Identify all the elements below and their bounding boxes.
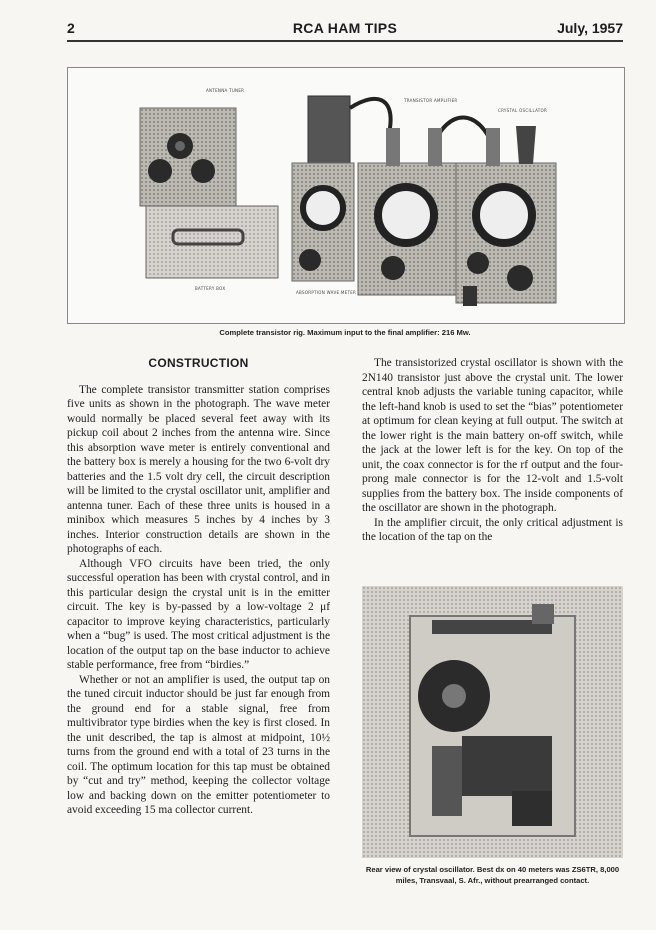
label-wave-meter: ABSORPTION WAVE METER xyxy=(296,290,357,295)
paragraph: Although VFO circuits have been tried, the only successful operation has been with crystal control, and in this particular design the crystal unit is in the emitter circuit. The key is by-passed by a low-voltage 2 μf capacitor to improve keying characteristics, particularly when a “bug” is used. The most critical adjustment is the location of the output tap on the base inductor to achieve stable performance, free from “birdies.” xyxy=(67,557,330,671)
section-heading: CONSTRUCTION xyxy=(148,356,249,370)
transistor-rig-photo xyxy=(67,67,625,324)
oscillator-rear-view-photo xyxy=(362,586,623,858)
publication-title: RCA HAM TIPS xyxy=(292,20,398,36)
antenna-tuner-unit xyxy=(140,108,236,206)
battery-box-unit xyxy=(146,206,278,278)
left-column xyxy=(67,356,330,818)
paragraph: The transistorized crystal oscillator is shown with the 2N140 transistor just above the crystal unit. The lower central knob adjusts the variable tuning capacitor, while the left-hand knob is used to set the “bias” potentiometer at optimum for clean keying at full output. The switch at the lower right is the main battery on-off switch, while the jack at the lower left is for the key. On top of the unit, the coax connector is for the rf output and the four-prong male connector is for the 12-volt and 1.5-volt supplies from the battery box. The inside components of the oscillator are shown in the photograph. xyxy=(362,357,623,514)
page-number: 2 xyxy=(67,20,75,36)
paragraph: In the amplifier circuit, the only critical adjustment is the location of the tap on the xyxy=(362,516,623,543)
figure-2-caption: Rear view of crystal oscillator. Best dx on 40 meters was ZS6TR, 8,000 miles, Transvaal, S. Afr., without prearranged contact. xyxy=(365,865,620,885)
label-transistor-amplifier: TRANSISTOR AMPLIFIER xyxy=(404,98,458,103)
label-antenna-tuner: ANTENNA TUNER xyxy=(206,88,245,93)
figure-1-caption: Complete transistor rig. Maximum input to the final amplifier: 216 Mw. xyxy=(219,328,471,337)
transistor-amplifier-unit xyxy=(358,128,456,295)
right-column xyxy=(362,356,623,545)
header-rule xyxy=(67,40,623,42)
label-battery-box: BATTERY BOX xyxy=(195,286,226,291)
paragraph: Whether or not an amplifier is used, the output tap on the tuned circuit inductor should be just far enough from the ground end for a stable signal, free from multivibrator type birdies when the key is first closed. In the unit described, the tap is almost at midpoint, 10½ turns from the ground end with a total of 23 turns in the coil. The optimum location for this tap must be obtained by “cut and try” method, keeping the collector voltage low and backing down on the emitter potentiometer to avoid exceeding 15 ma collector current. xyxy=(67,673,330,816)
paragraph: The complete transistor transmitter station comprises five units as shown in the photograph. The wave meter would normally be placed several feet away with its pickup coil about 2 inches from the antenna wire. Since this absorption wave meter is entirely conventional and the battery box is merely a housing for the two 6-volt dry batteries and the 1.5 volt dry cell, the circuit description will be limited to the crystal oscillator unit, amplifier and antenna tuner. Each of these three units is housed in a minibox which measures 5 inches by 4 inches by 3 inches. Interior construction details are shown in the photographs of each. xyxy=(67,383,330,555)
label-crystal-oscillator: CRYSTAL OSCILLATOR xyxy=(498,108,548,113)
wave-meter-unit xyxy=(292,96,354,281)
issue-date: July, 1957 xyxy=(557,20,623,36)
page-header xyxy=(67,18,623,40)
crystal-oscillator-unit xyxy=(456,126,556,306)
